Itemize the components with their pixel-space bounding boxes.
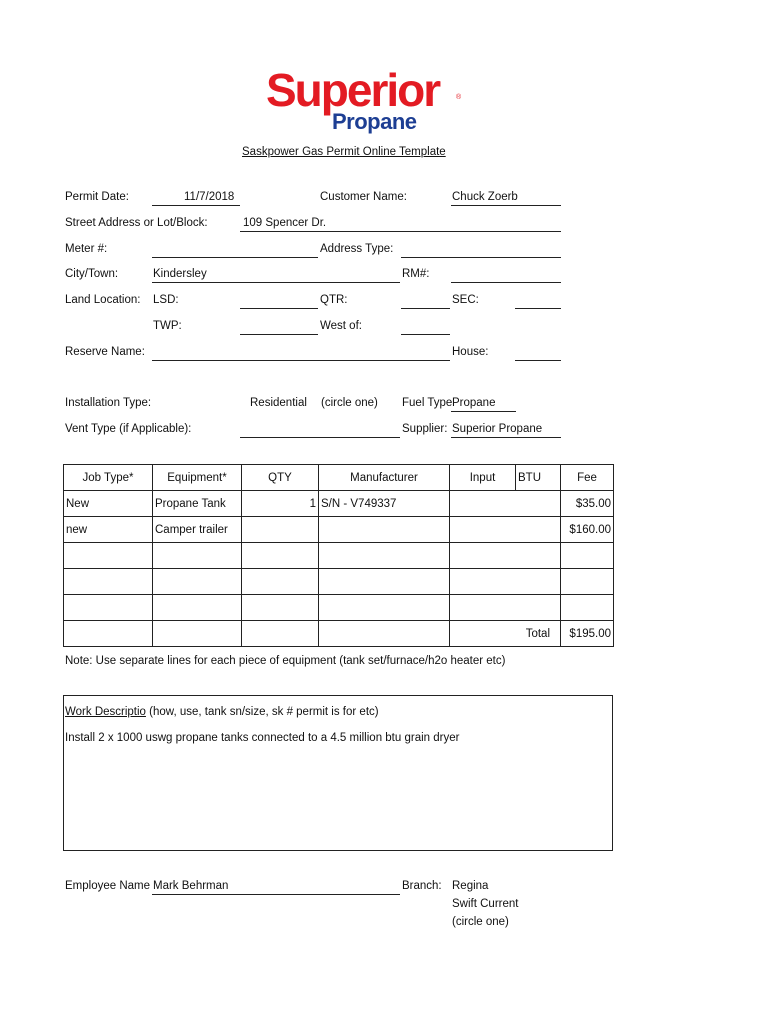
cell-job-type[interactable] xyxy=(64,595,153,621)
customer-name-label: Customer Name: xyxy=(320,191,407,203)
cell-equipment[interactable]: Propane Tank xyxy=(153,491,242,517)
branch-option-regina[interactable]: Regina xyxy=(452,880,489,892)
superior-propane-logo xyxy=(266,66,466,138)
cell-qty[interactable]: 1 xyxy=(242,491,319,517)
equipment-note: Note: Use separate lines for each piece of equipment (tank set/furnace/h2o heater etc) xyxy=(65,655,506,667)
address-type-label: Address Type: xyxy=(320,243,394,255)
cell-equipment[interactable]: Camper trailer xyxy=(153,517,242,543)
cell-manufacturer[interactable] xyxy=(319,569,450,595)
cell-fee[interactable] xyxy=(561,595,614,621)
reserve-name-label: Reserve Name: xyxy=(65,346,145,358)
sec-field[interactable] xyxy=(515,308,561,309)
total-label: Total xyxy=(450,621,561,647)
cell-input-btu[interactable] xyxy=(450,569,561,595)
fuel-type-underline xyxy=(451,411,516,412)
house-field[interactable] xyxy=(515,360,561,361)
permit-date-underline xyxy=(152,205,240,206)
city-label: City/Town: xyxy=(65,268,119,280)
street-address-label: Street Address or Lot/Block: xyxy=(65,217,208,229)
sec-label: SEC: xyxy=(452,294,479,306)
cell-qty[interactable] xyxy=(242,543,319,569)
table-header-row xyxy=(64,465,614,491)
header-qty: QTY xyxy=(242,465,319,491)
installation-circle-one: (circle one) xyxy=(321,397,378,409)
employee-name-underline xyxy=(152,894,400,895)
vent-type-label: Vent Type (if Applicable): xyxy=(65,423,192,435)
equipment-table xyxy=(63,464,614,647)
form-title: Saskpower Gas Permit Online Template xyxy=(242,146,446,158)
city-value[interactable]: Kindersley xyxy=(153,268,207,280)
cell-manufacturer[interactable] xyxy=(319,543,450,569)
lsd-label: LSD: xyxy=(153,294,179,306)
permit-date-value[interactable]: 11/7/2018 xyxy=(184,191,235,203)
west-of-field[interactable] xyxy=(401,334,450,335)
table-total-row xyxy=(64,621,614,647)
cell-fee[interactable] xyxy=(561,569,614,595)
land-location-label: Land Location: xyxy=(65,294,141,306)
branch-circle-one: (circle one) xyxy=(452,916,509,928)
house-label: House: xyxy=(452,346,489,358)
supplier-value[interactable]: Superior Propane xyxy=(452,423,543,435)
logo-registered-mark: ® xyxy=(456,94,462,101)
work-description-hint: (how, use, tank sn/size, sk # permit is for etc) xyxy=(145,706,379,718)
meter-field[interactable] xyxy=(152,257,318,258)
employee-name-value[interactable]: Mark Behrman xyxy=(153,880,229,892)
reserve-name-field[interactable] xyxy=(152,360,450,361)
qtr-field[interactable] xyxy=(401,308,450,309)
cell-job-type[interactable] xyxy=(64,569,153,595)
cell-manufacturer[interactable] xyxy=(319,595,450,621)
rm-label: RM#: xyxy=(402,268,430,280)
cell-job-type[interactable]: new xyxy=(64,517,153,543)
table-row xyxy=(64,543,614,569)
customer-name-underline xyxy=(451,205,561,206)
cell-fee[interactable]: $160.00 xyxy=(561,517,614,543)
work-description-text[interactable]: Install 2 x 1000 uswg propane tanks connected to a 4.5 million btu grain dryer xyxy=(65,732,460,744)
street-address-value[interactable]: 109 Spencer Dr. xyxy=(243,217,327,229)
header-manufacturer: Manufacturer xyxy=(319,465,450,491)
city-underline xyxy=(152,282,400,283)
street-address-underline xyxy=(240,231,561,232)
cell-equipment[interactable] xyxy=(153,595,242,621)
cell-manufacturer[interactable] xyxy=(319,517,450,543)
logo-wordmark-propane: Propane xyxy=(332,109,417,134)
address-type-field[interactable] xyxy=(401,257,561,258)
qtr-label: QTR: xyxy=(320,294,348,306)
header-fee: Fee xyxy=(561,465,614,491)
vent-type-field[interactable] xyxy=(240,437,400,438)
twp-field[interactable] xyxy=(240,334,318,335)
cell-input-btu[interactable] xyxy=(450,491,561,517)
employee-name-label: Employee Name xyxy=(65,880,151,892)
fuel-type-value[interactable]: Propane xyxy=(452,397,496,409)
cell-manufacturer[interactable]: S/N - V749337 xyxy=(319,491,450,517)
table-row xyxy=(64,517,614,543)
work-description-box[interactable] xyxy=(63,695,613,851)
customer-name-value[interactable]: Chuck Zoerb xyxy=(452,191,518,203)
header-input: Input xyxy=(450,465,516,491)
fuel-type-label: Fuel Type xyxy=(402,397,453,409)
header-job-type: Job Type* xyxy=(64,465,153,491)
cell-equipment[interactable] xyxy=(153,543,242,569)
table-row xyxy=(64,569,614,595)
cell-qty[interactable] xyxy=(242,595,319,621)
logo-wordmark-superior: Superior xyxy=(266,64,440,116)
meter-label: Meter #: xyxy=(65,243,108,255)
installation-type-label: Installation Type: xyxy=(65,397,152,409)
header-btu: BTU xyxy=(516,465,561,491)
table-row xyxy=(64,595,614,621)
branch-label: Branch: xyxy=(402,880,442,892)
table-row xyxy=(64,491,614,517)
cell-fee[interactable] xyxy=(561,543,614,569)
twp-label: TWP: xyxy=(153,320,182,332)
west-of-label: West of: xyxy=(320,320,362,332)
branch-option-swift-current[interactable]: Swift Current xyxy=(452,898,519,910)
supplier-underline xyxy=(451,437,561,438)
lsd-field[interactable] xyxy=(240,308,318,309)
cell-job-type[interactable] xyxy=(64,543,153,569)
cell-qty[interactable] xyxy=(242,517,319,543)
cell-input-btu[interactable] xyxy=(450,517,561,543)
rm-field[interactable] xyxy=(451,282,561,283)
installation-type-option-residential[interactable]: Residential xyxy=(250,397,307,409)
work-description-label: Work Descriptio xyxy=(65,706,146,718)
cell-input-btu[interactable] xyxy=(450,595,561,621)
cell-job-type[interactable]: New xyxy=(64,491,153,517)
cell-qty[interactable] xyxy=(242,569,319,595)
permit-date-label: Permit Date: xyxy=(65,191,129,203)
cell-equipment[interactable] xyxy=(153,569,242,595)
supplier-label: Supplier: xyxy=(402,423,448,435)
cell-fee[interactable]: $35.00 xyxy=(561,491,614,517)
cell-input-btu[interactable] xyxy=(450,543,561,569)
header-equipment: Equipment* xyxy=(153,465,242,491)
total-value: $195.00 xyxy=(561,621,614,647)
